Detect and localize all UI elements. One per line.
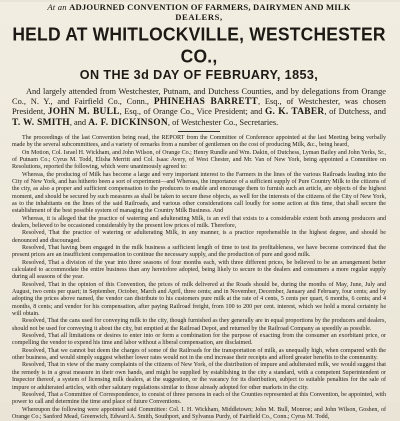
president-name: PHINEHAS BARRETT — [153, 97, 258, 108]
dateline: ON THE 3d DAY OF FEBRUARY, 1853, — [79, 68, 319, 82]
resolution-7: Resolved, That we cannot but deem the charges of some of the Railroads for the transportation of milk, as unequally high, when compared with the other business, and would simply suggest whether lower rates would not in the end increase their receipts and afford greater benefits to the community. — [12, 347, 386, 362]
convention-line-title: ADJOURNED CONVENTION OF FARMERS, DAIRYMEN AND MILK — [69, 2, 351, 12]
intro-text-3: , Esq., of Orange Co., Vice President; and — [119, 107, 265, 117]
dealers-line: DEALERS, — [175, 12, 223, 22]
secretary-name-3: A. F. DICKINSON — [88, 117, 168, 128]
proceedings-paragraph-1: The proceedings of the last Convention being read, the REPORT from the Committee of Conference appointed at the last Meeting being verbally made by the several subcommittees, and a variety of remarks from a number of gentlemen on the cost of producing Milk, &c., being heard, — [12, 134, 386, 149]
broadside-page — [0, 2, 400, 420]
committee-paragraph: Whereupon the following were appointed said Committee: Col. I. H. Wickham, Middletown; John M. Bull, Monroe; and John Wilson, Goshen, of Orange Co.; Sanford Mead, Greenwich, Edward A. Smith, Southport, and Sylvanus Purdy, of Fairfield Co., Conn.; Cyrus M. Todd, — [12, 406, 386, 420]
proceedings-paragraph-2: On Motion, Col. Israel H. Wickham, and John Wilson, of Orange Co.; Henry Rundle and Wm. Dakin, of Dutchess, Lyman Bailey and John Yerks, Sr., of Putnam Co.; Cyrus M. Todd, Elisha Merritt and Col. Isaac Avery, of West Chester, and Mr. Van of New York, being appointed a Committee on Resolutions, reported the following, which were unanimously agreed to: — [12, 149, 386, 171]
convention-line-lead: At an — [47, 2, 70, 12]
intro-text-6: , of Westchester Co., Secretaries. — [167, 117, 279, 127]
secretary-name-2: T. W. SMITH — [12, 117, 70, 128]
resolution-3: Resolved, That a division of the year into three seasons of four months each, with three different prices, be believed to be an arrangement better calculated to accommodate the entire business than any heretofore adopted, being likely to secure to the dealers and consumers a more regular supply during all seasons of the year. — [12, 259, 386, 281]
resolution-1: Resolved, That the practice of watering or adulterating Milk, in any manner, is a practice reprehensible in the highest degree, and should be denounced and discouraged. — [12, 230, 386, 244]
resolution-2: Resolved, That having been engaged in the milk business a sufficient length of time to test its profitableness, we have become convinced that the present prices are an insufficient compensation to continue the necessary supply, and the production of pure and good milk. — [12, 244, 386, 259]
headline: HELD AT WHITLOCKVILLE, WESTCHESTER CO., — [12, 23, 386, 67]
intro-text-5: , and — [69, 117, 89, 127]
resolution-5: Resolved, That the cans used for conveying milk to the city, though furnished as they generally are in equal proportions by the producers and dealers, should not be used for conveying it about the city, but emptied at the Railroad Depot, and returned by the Railroad Company as speedily as possible. — [12, 318, 386, 332]
intro-text-1: And largely attended from Westchester, Putnam, and Dutchess Counties, and by delegations from Orange Co., N. Y., and Fairfield Co., Conn., — [12, 87, 386, 107]
resolution-8: Resolved, That in view of the many complaints of the citizens of New York, of the distribution of impure and adulterated milk, we would suggest that the remedy is in a great measure in their own hands, and might be supplied by establishing in the city a standard, with a competent Superintendent or Inspector thereof, a system of licensing milk dealers, at the suggestion, or the vacancy for its distribution, subject to suitable penalties for the sale of impure or adulterated articles, with other salutary regulations similar to those already adopted for other markets in the city. — [12, 362, 386, 391]
whereas-paragraph-2: Whereas, it is alleged that the practice of watering and adulterating Milk, is an evil that exists to a considerable extent both among producers and dealers, believed to be occasioned considerably by the present low prices of milk. Therefore, — [12, 215, 386, 229]
whereas-paragraph-1: Whereas, the producing of Milk has become a large and very important interest to the Farmers in the lines of the various Railroads leading into the City of New York, and has hitherto been a sort of experiment—and Whereas, the importance of a sufficient supply of Pure Country Milk to the citizens of the city, as also a proper and sufficient compensation to the producers to enable and encourage them to furnish such an article, are objects of the highest moment, and should be secured by such measures as shall be taken to secure these objects, as well for the interests of the citizens of the City of New York, as to the inhabitants on the lines of the said Railroads, and various other considerations call loudly for some action at this time, that shall secure the establishment of the best possible system of managing the Country Milk Business. And — [12, 171, 386, 215]
proceedings-body — [12, 135, 386, 421]
resolution-4: Resolved, That in the opinion of this Convention, the prices of milk delivered at the Roads should be, during the months of May, June, July and August, two cents per quart; in September, October, March and April, three cents; and in November, December, January and February, four cents; and by adopting the prices above named, the vendor can distribute to his customers pure milk at the rate of 4 cents, 5 cents per quart, 6 months, 6 cents; and 4 months, 8 cents; and vendor for his compensation, after paying Railroad freight, from 100 to 200 per cent. interest, which we hold a moral certainty he will obtain. — [12, 281, 386, 318]
convention-line — [12, 2, 386, 12]
vice-president-name: JOHN M. BULL — [47, 107, 120, 118]
resolution-9: Resolved, That a Committee of Correspondence, to consist of three persons in each of the Counties represented at this Convention, be appointed, with power to call and determine the time and place of future Conventions. — [12, 391, 386, 406]
intro-text-2: , Esq., of Westchester, was chosen President, — [12, 97, 386, 117]
divider-rule — [178, 131, 220, 132]
resolution-6: Resolved, That all limitations or desires to enter into or form a combination for the purpose of exacting from the consumer an exorbitant price, or compelling the vendor to expend his time and labor without a liberal compensation, are disclaimed. — [12, 333, 386, 347]
intro-text-4: , of Dutchess, and — [324, 107, 386, 117]
intro-paragraph — [12, 87, 386, 128]
secretary-name-1: G. K. TABER — [264, 107, 325, 118]
